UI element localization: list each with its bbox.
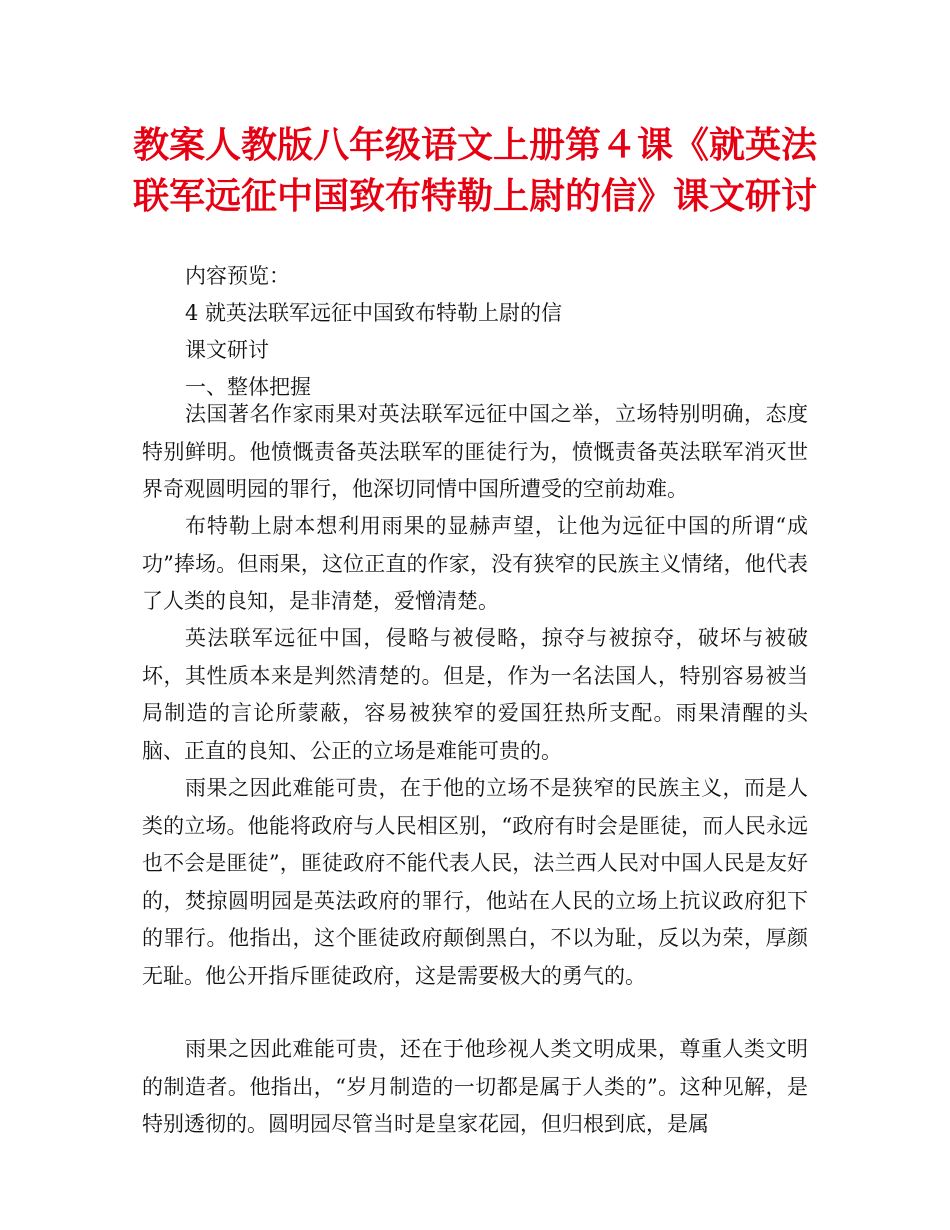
paragraph-1: 法国著名作家雨果对英法联军远征中国之举，立场特别明确，态度特别鲜明。他愤慨责备英法联军的匪徒行为，愤慨责备英法联军消灭世界奇观圆明园的罪行，他深切同情中国所遭受的空前劫难。 xyxy=(142,402,808,501)
paragraph-3: 英法联军远征中国，侵略与被侵略，掠夺与被掠夺，破坏与被破坏，其性质本来是判然清楚的。但是，作为一名法国人，特别容易被当局制造的言论所蒙蔽，容易被狭窄的爱国狂热所支配。雨果清醒的头脑、正直的良知、公正的立场是难能可贵的。 xyxy=(142,626,808,763)
paragraph-5: 雨果之因此难能可贵，还在于他珍视人类文明成果，尊重人类文明的制造者。他指出，“岁月制造的一切都是属于人类的”。这种见解，是特别透彻的。圆明园尽管当时是皇家花园，但归根到底，是属 xyxy=(142,1037,808,1136)
paragraph-4: 雨果之因此难能可贵，在于他的立场不是狭窄的民族主义，而是人类的立场。他能将政府与人民相区别，“政府有时会是匪徒，而人民永远也不会是匪徒”，匪徒政府不能代表人民，法兰西人民对中国人民是友好的，焚掠圆明园是英法政府的罪行，他站在人民的立场上抗议政府犯下的罪行。他指出，这个匪徒政府颠倒黑白，不以为耻，反以为荣，厚颜无耻。他公开指斥匪徒政府，这是需要极大的勇气的。 xyxy=(142,776,808,988)
subsection-label: 一、整体把握 xyxy=(185,375,311,399)
document-title: 教案人教版八年级语文上册第４课《就英法联军远征中国致布特勒上尉的信》课文研讨 xyxy=(132,125,817,217)
preview-label: 内容预览： xyxy=(185,264,290,288)
section-label: 课文研讨 xyxy=(185,338,269,362)
paragraph-2: 布特勒上尉本想利用雨果的显赫声望，让他为远征中国的所谓“成功”捧场。但雨果，这位正直的作家，没有狭窄的民族主义情绪，他代表了人类的良知，是非清楚，爱憎清楚。 xyxy=(142,514,808,613)
lesson-line: 4 就英法联军远征中国致布特勒上尉的信 xyxy=(185,301,563,325)
